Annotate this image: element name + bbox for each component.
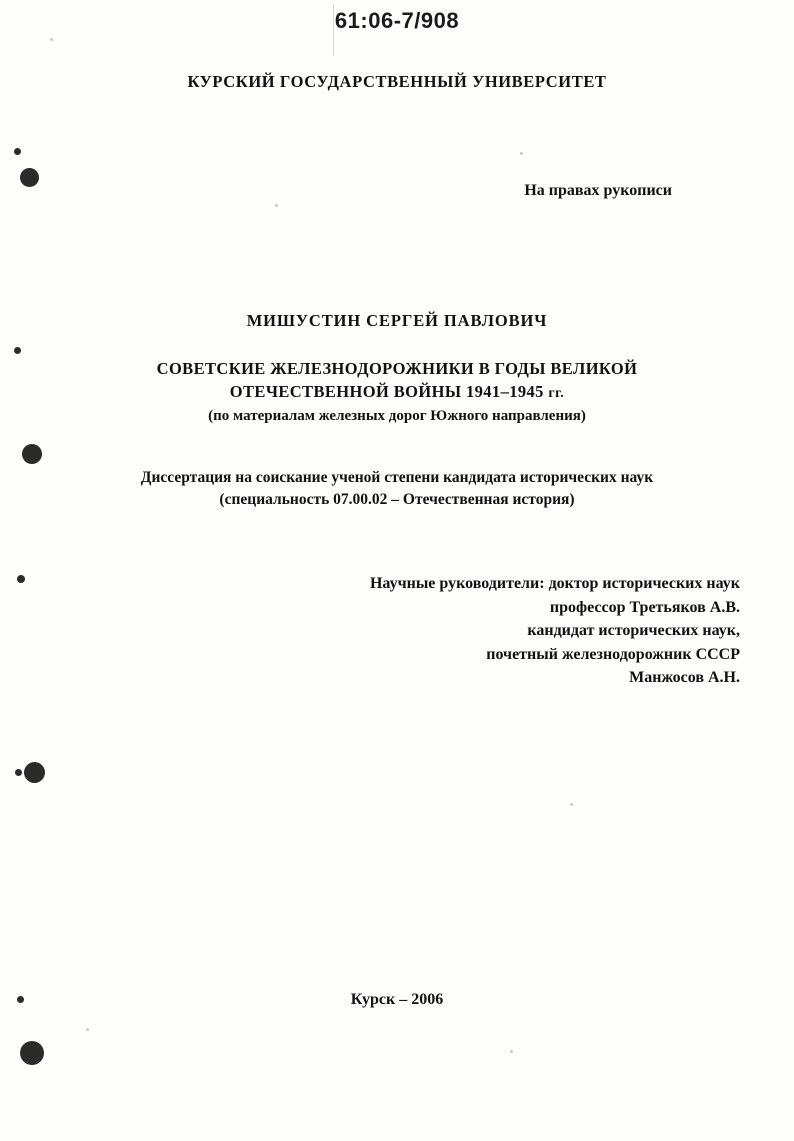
title-subtitle: (по материалам железных дорог Южного направления) bbox=[208, 407, 586, 424]
title-block bbox=[0, 358, 794, 425]
title-line-2-suffix: гг. bbox=[548, 385, 565, 401]
scan-artifact-dot bbox=[17, 575, 25, 583]
title-line-1: СОВЕТСКИЕ ЖЕЛЕЗНОДОРОЖНИКИ В ГОДЫ ВЕЛИКОЙ bbox=[156, 359, 638, 378]
scan-artifact-dot bbox=[22, 444, 42, 464]
place-and-year: Курск – 2006 bbox=[350, 991, 444, 1008]
university-name: КУРСКИЙ ГОСУДАРСТВЕННЫЙ УНИВЕРСИТЕТ bbox=[187, 72, 607, 91]
scan-artifact-dot bbox=[15, 769, 22, 776]
supervisor-line: Манжосов А.Н. bbox=[629, 669, 740, 687]
scan-artifact-dot bbox=[20, 1041, 44, 1065]
supervisor-line: профессор Третьяков А.В. bbox=[549, 598, 740, 616]
degree-line-1: Диссертация на соискание ученой степени кандидата исторических наук bbox=[140, 469, 654, 486]
scan-artifact-dot bbox=[20, 168, 39, 187]
archive-stamp-number: 61:06-7/908 bbox=[334, 8, 460, 33]
author-name: МИШУСТИН СЕРГЕЙ ПАВЛОВИЧ bbox=[246, 311, 548, 330]
supervisor-line: Научные руководители: доктор исторических наук bbox=[369, 575, 740, 592]
supervisor-line: кандидат исторических наук, bbox=[527, 622, 740, 640]
supervisor-line: почетный железнодорожник СССР bbox=[486, 645, 740, 663]
title-line-2 bbox=[0, 381, 794, 404]
title-line-2-main: ОТЕЧЕСТВЕННОЙ ВОЙНЫ 1941–1945 bbox=[229, 381, 544, 401]
scan-speck bbox=[50, 38, 53, 41]
manuscript-rights-note: На правах рукописи bbox=[524, 182, 672, 199]
scan-speck bbox=[86, 1028, 89, 1031]
scan-speck bbox=[570, 803, 573, 806]
degree-block bbox=[0, 467, 794, 512]
scan-artifact-dot bbox=[14, 347, 21, 354]
scan-speck bbox=[510, 1050, 513, 1053]
degree-line-2: (специальность 07.00.02 – Отечественная история) bbox=[219, 491, 575, 509]
scan-artifact-dot bbox=[14, 148, 21, 155]
scan-artifact-dot bbox=[17, 996, 24, 1003]
scan-artifact-dot bbox=[24, 762, 45, 783]
scan-speck bbox=[520, 152, 523, 155]
scan-speck bbox=[275, 204, 278, 207]
supervisors-block bbox=[370, 572, 740, 690]
